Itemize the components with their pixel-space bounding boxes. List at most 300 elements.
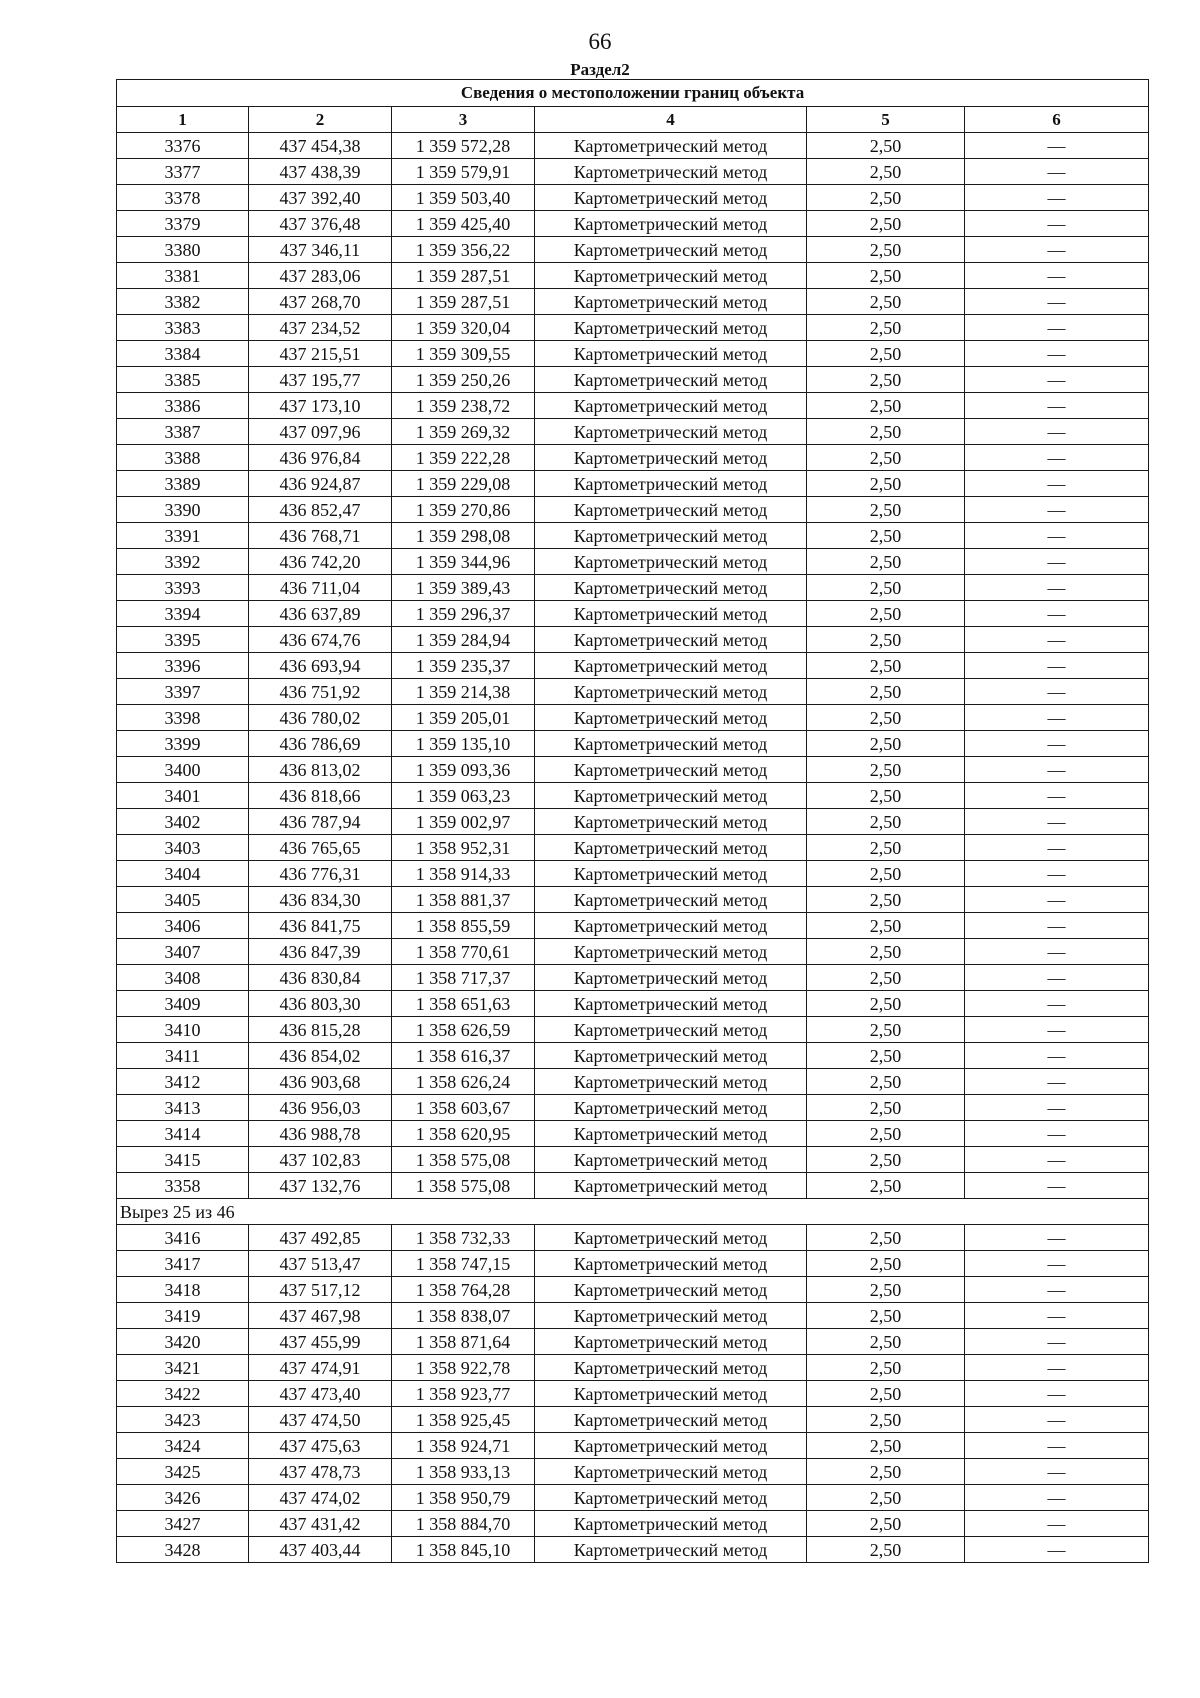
description-cell: —: [965, 1121, 1149, 1147]
table-row: [117, 575, 1149, 601]
method-cell: Картометрический метод: [535, 341, 807, 367]
point-number-cell: 3382: [117, 289, 249, 315]
method-cell: Картометрический метод: [535, 1147, 807, 1173]
description-cell: —: [965, 965, 1149, 991]
point-number-cell: 3377: [117, 159, 249, 185]
x-coordinate-cell: 436 693,94: [249, 653, 392, 679]
point-number-cell: 3397: [117, 679, 249, 705]
table-row: [117, 211, 1149, 237]
point-number-cell: 3385: [117, 367, 249, 393]
table-row: [117, 341, 1149, 367]
x-coordinate-cell: 436 976,84: [249, 445, 392, 471]
description-cell: —: [965, 1433, 1149, 1459]
description-cell: —: [965, 1303, 1149, 1329]
x-coordinate-cell: 437 513,47: [249, 1251, 392, 1277]
y-coordinate-cell: 1 358 952,31: [392, 835, 535, 861]
y-coordinate-cell: 1 359 389,43: [392, 575, 535, 601]
x-coordinate-cell: 436 903,68: [249, 1069, 392, 1095]
y-coordinate-cell: 1 358 747,15: [392, 1251, 535, 1277]
table-row: [117, 653, 1149, 679]
cutout-group-label: Вырез 25 из 46: [117, 1199, 1149, 1225]
method-cell: Картометрический метод: [535, 809, 807, 835]
point-number-cell: 3358: [117, 1173, 249, 1199]
description-cell: —: [965, 1407, 1149, 1433]
method-cell: Картометрический метод: [535, 1277, 807, 1303]
y-coordinate-cell: 1 358 924,71: [392, 1433, 535, 1459]
accuracy-cell: 2,50: [807, 1381, 965, 1407]
y-coordinate-cell: 1 359 238,72: [392, 393, 535, 419]
method-cell: Картометрический метод: [535, 627, 807, 653]
description-cell: —: [965, 601, 1149, 627]
table-row: [117, 783, 1149, 809]
accuracy-cell: 2,50: [807, 757, 965, 783]
x-coordinate-cell: 436 956,03: [249, 1095, 392, 1121]
accuracy-cell: 2,50: [807, 549, 965, 575]
table-row: [117, 1277, 1149, 1303]
y-coordinate-cell: 1 358 764,28: [392, 1277, 535, 1303]
accuracy-cell: 2,50: [807, 471, 965, 497]
column-number-row: [117, 107, 1149, 133]
table-caption: Сведения о местоположении границ объекта: [117, 80, 1149, 107]
y-coordinate-cell: 1 359 222,28: [392, 445, 535, 471]
accuracy-cell: 2,50: [807, 1095, 965, 1121]
y-coordinate-cell: 1 359 296,37: [392, 601, 535, 627]
point-number-cell: 3395: [117, 627, 249, 653]
accuracy-cell: 2,50: [807, 1069, 965, 1095]
x-coordinate-cell: 436 776,31: [249, 861, 392, 887]
table-row: [117, 1433, 1149, 1459]
accuracy-cell: 2,50: [807, 965, 965, 991]
table-row: [117, 1069, 1149, 1095]
x-coordinate-cell: 436 847,39: [249, 939, 392, 965]
table-row: [117, 497, 1149, 523]
description-cell: —: [965, 497, 1149, 523]
method-cell: Картометрический метод: [535, 185, 807, 211]
table-row: [117, 549, 1149, 575]
x-coordinate-cell: 437 475,63: [249, 1433, 392, 1459]
method-cell: Картометрический метод: [535, 1251, 807, 1277]
x-coordinate-cell: 437 474,02: [249, 1485, 392, 1511]
table-row: [117, 1147, 1149, 1173]
table-row: [117, 1381, 1149, 1407]
x-coordinate-cell: 437 097,96: [249, 419, 392, 445]
x-coordinate-cell: 436 834,30: [249, 887, 392, 913]
point-number-cell: 3407: [117, 939, 249, 965]
table-row: [117, 159, 1149, 185]
accuracy-cell: 2,50: [807, 1485, 965, 1511]
method-cell: Картометрический метод: [535, 939, 807, 965]
table-row: [117, 1121, 1149, 1147]
table-row: [117, 809, 1149, 835]
point-number-cell: 3392: [117, 549, 249, 575]
x-coordinate-cell: 436 711,04: [249, 575, 392, 601]
point-number-cell: 3394: [117, 601, 249, 627]
y-coordinate-cell: 1 358 717,37: [392, 965, 535, 991]
method-cell: Картометрический метод: [535, 1381, 807, 1407]
table-row: [117, 471, 1149, 497]
method-cell: Картометрический метод: [535, 367, 807, 393]
table-row: [117, 185, 1149, 211]
point-number-cell: 3393: [117, 575, 249, 601]
point-number-cell: 3389: [117, 471, 249, 497]
table-row: [117, 861, 1149, 887]
table-row: [117, 1407, 1149, 1433]
point-number-cell: 3402: [117, 809, 249, 835]
description-cell: —: [965, 1381, 1149, 1407]
accuracy-cell: 2,50: [807, 601, 965, 627]
accuracy-cell: 2,50: [807, 809, 965, 835]
y-coordinate-cell: 1 358 914,33: [392, 861, 535, 887]
accuracy-cell: 2,50: [807, 315, 965, 341]
y-coordinate-cell: 1 358 626,24: [392, 1069, 535, 1095]
point-number-cell: 3419: [117, 1303, 249, 1329]
description-cell: —: [965, 783, 1149, 809]
method-cell: Картометрический метод: [535, 289, 807, 315]
table-row: [117, 887, 1149, 913]
x-coordinate-cell: 437 474,50: [249, 1407, 392, 1433]
point-number-cell: 3425: [117, 1459, 249, 1485]
description-cell: —: [965, 1485, 1149, 1511]
description-cell: —: [965, 887, 1149, 913]
accuracy-cell: 2,50: [807, 1459, 965, 1485]
x-coordinate-cell: 436 988,78: [249, 1121, 392, 1147]
description-cell: —: [965, 731, 1149, 757]
y-coordinate-cell: 1 358 732,33: [392, 1225, 535, 1251]
point-number-cell: 3418: [117, 1277, 249, 1303]
x-coordinate-cell: 437 195,77: [249, 367, 392, 393]
table-row: [117, 1511, 1149, 1537]
method-cell: Картометрический метод: [535, 1355, 807, 1381]
point-number-cell: 3383: [117, 315, 249, 341]
point-number-cell: 3381: [117, 263, 249, 289]
y-coordinate-cell: 1 359 205,01: [392, 705, 535, 731]
table-row: [117, 679, 1149, 705]
method-cell: Картометрический метод: [535, 757, 807, 783]
y-coordinate-cell: 1 358 884,70: [392, 1511, 535, 1537]
y-coordinate-cell: 1 359 214,38: [392, 679, 535, 705]
table-row: [117, 991, 1149, 1017]
method-cell: Картометрический метод: [535, 601, 807, 627]
table-row: [117, 913, 1149, 939]
method-cell: Картометрический метод: [535, 1537, 807, 1563]
y-coordinate-cell: 1 358 651,63: [392, 991, 535, 1017]
accuracy-cell: 2,50: [807, 861, 965, 887]
page-number: 66: [588, 29, 612, 54]
method-cell: Картометрический метод: [535, 1017, 807, 1043]
table-row: [117, 757, 1149, 783]
description-cell: —: [965, 835, 1149, 861]
accuracy-cell: 2,50: [807, 1537, 965, 1563]
y-coordinate-cell: 1 358 855,59: [392, 913, 535, 939]
description-cell: —: [965, 1355, 1149, 1381]
description-cell: —: [965, 471, 1149, 497]
accuracy-cell: 2,50: [807, 1303, 965, 1329]
table-row: [117, 1303, 1149, 1329]
x-coordinate-cell: 437 431,42: [249, 1511, 392, 1537]
x-coordinate-cell: 437 102,83: [249, 1147, 392, 1173]
description-cell: —: [965, 757, 1149, 783]
point-number-cell: 3376: [117, 133, 249, 159]
x-coordinate-cell: 437 474,91: [249, 1355, 392, 1381]
x-coordinate-cell: 436 924,87: [249, 471, 392, 497]
method-cell: Картометрический метод: [535, 445, 807, 471]
method-cell: Картометрический метод: [535, 1069, 807, 1095]
description-cell: —: [965, 1537, 1149, 1563]
point-number-cell: 3390: [117, 497, 249, 523]
table-row: [117, 1017, 1149, 1043]
method-cell: Картометрический метод: [535, 861, 807, 887]
y-coordinate-cell: 1 359 135,10: [392, 731, 535, 757]
y-coordinate-cell: 1 359 287,51: [392, 263, 535, 289]
x-coordinate-cell: 436 841,75: [249, 913, 392, 939]
point-number-cell: 3412: [117, 1069, 249, 1095]
accuracy-cell: 2,50: [807, 731, 965, 757]
method-cell: Картометрический метод: [535, 783, 807, 809]
y-coordinate-cell: 1 358 620,95: [392, 1121, 535, 1147]
x-coordinate-cell: 437 376,48: [249, 211, 392, 237]
description-cell: —: [965, 1095, 1149, 1121]
description-cell: —: [965, 133, 1149, 159]
x-coordinate-cell: 437 492,85: [249, 1225, 392, 1251]
x-coordinate-cell: 437 283,06: [249, 263, 392, 289]
method-cell: Картометрический метод: [535, 1043, 807, 1069]
table-row: [117, 965, 1149, 991]
method-cell: Картометрический метод: [535, 653, 807, 679]
description-cell: —: [965, 1459, 1149, 1485]
x-coordinate-cell: 436 818,66: [249, 783, 392, 809]
description-cell: —: [965, 1043, 1149, 1069]
table-row: [117, 133, 1149, 159]
method-cell: Картометрический метод: [535, 1329, 807, 1355]
x-coordinate-cell: 436 787,94: [249, 809, 392, 835]
point-number-cell: 3421: [117, 1355, 249, 1381]
y-coordinate-cell: 1 359 269,32: [392, 419, 535, 445]
accuracy-cell: 2,50: [807, 1251, 965, 1277]
accuracy-cell: 2,50: [807, 1329, 965, 1355]
accuracy-cell: 2,50: [807, 1277, 965, 1303]
method-cell: Картометрический метод: [535, 575, 807, 601]
point-number-cell: 3420: [117, 1329, 249, 1355]
description-cell: —: [965, 237, 1149, 263]
y-coordinate-cell: 1 359 270,86: [392, 497, 535, 523]
x-coordinate-cell: 437 455,99: [249, 1329, 392, 1355]
description-cell: —: [965, 367, 1149, 393]
point-number-cell: 3414: [117, 1121, 249, 1147]
table-caption-row: [117, 80, 1149, 107]
x-coordinate-cell: 437 346,11: [249, 237, 392, 263]
accuracy-cell: 2,50: [807, 1225, 965, 1251]
method-cell: Картометрический метод: [535, 1485, 807, 1511]
method-cell: Картометрический метод: [535, 549, 807, 575]
column-header: 5: [807, 107, 965, 133]
accuracy-cell: 2,50: [807, 575, 965, 601]
description-cell: —: [965, 575, 1149, 601]
method-cell: Картометрический метод: [535, 1173, 807, 1199]
point-number-cell: 3428: [117, 1537, 249, 1563]
accuracy-cell: 2,50: [807, 991, 965, 1017]
accuracy-cell: 2,50: [807, 263, 965, 289]
point-number-cell: 3378: [117, 185, 249, 211]
table-row: [117, 1485, 1149, 1511]
method-cell: Картометрический метод: [535, 211, 807, 237]
method-cell: Картометрический метод: [535, 835, 807, 861]
point-number-cell: 3403: [117, 835, 249, 861]
point-number-cell: 3406: [117, 913, 249, 939]
description-cell: —: [965, 341, 1149, 367]
point-number-cell: 3384: [117, 341, 249, 367]
column-header: 1: [117, 107, 249, 133]
x-coordinate-cell: 436 813,02: [249, 757, 392, 783]
y-coordinate-cell: 1 359 356,22: [392, 237, 535, 263]
y-coordinate-cell: 1 359 309,55: [392, 341, 535, 367]
point-number-cell: 3409: [117, 991, 249, 1017]
method-cell: Картометрический метод: [535, 887, 807, 913]
method-cell: Картометрический метод: [535, 1511, 807, 1537]
y-coordinate-cell: 1 358 922,78: [392, 1355, 535, 1381]
point-number-cell: 3405: [117, 887, 249, 913]
y-coordinate-cell: 1 359 344,96: [392, 549, 535, 575]
description-cell: —: [965, 549, 1149, 575]
y-coordinate-cell: 1 359 250,26: [392, 367, 535, 393]
x-coordinate-cell: 436 854,02: [249, 1043, 392, 1069]
x-coordinate-cell: 436 852,47: [249, 497, 392, 523]
point-number-cell: 3417: [117, 1251, 249, 1277]
table-row: [117, 1355, 1149, 1381]
point-number-cell: 3396: [117, 653, 249, 679]
y-coordinate-cell: 1 358 575,08: [392, 1147, 535, 1173]
description-cell: —: [965, 315, 1149, 341]
accuracy-cell: 2,50: [807, 393, 965, 419]
y-coordinate-cell: 1 359 235,37: [392, 653, 535, 679]
table-row: [117, 237, 1149, 263]
description-cell: —: [965, 419, 1149, 445]
accuracy-cell: 2,50: [807, 185, 965, 211]
y-coordinate-cell: 1 358 616,37: [392, 1043, 535, 1069]
table-row: [117, 1225, 1149, 1251]
y-coordinate-cell: 1 358 923,77: [392, 1381, 535, 1407]
accuracy-cell: 2,50: [807, 1407, 965, 1433]
accuracy-cell: 2,50: [807, 679, 965, 705]
accuracy-cell: 2,50: [807, 523, 965, 549]
y-coordinate-cell: 1 359 320,04: [392, 315, 535, 341]
description-cell: —: [965, 1225, 1149, 1251]
y-coordinate-cell: 1 358 845,10: [392, 1537, 535, 1563]
y-coordinate-cell: 1 359 298,08: [392, 523, 535, 549]
description-cell: —: [965, 1329, 1149, 1355]
description-cell: —: [965, 445, 1149, 471]
table-body: [117, 133, 1149, 1563]
x-coordinate-cell: 437 132,76: [249, 1173, 392, 1199]
accuracy-cell: 2,50: [807, 887, 965, 913]
table-row: [117, 1537, 1149, 1563]
boundary-coordinates-table: [116, 79, 1149, 1563]
description-cell: —: [965, 653, 1149, 679]
x-coordinate-cell: 437 392,40: [249, 185, 392, 211]
y-coordinate-cell: 1 358 881,37: [392, 887, 535, 913]
y-coordinate-cell: 1 359 002,97: [392, 809, 535, 835]
point-number-cell: 3387: [117, 419, 249, 445]
method-cell: Картометрический метод: [535, 1303, 807, 1329]
y-coordinate-cell: 1 358 603,67: [392, 1095, 535, 1121]
accuracy-cell: 2,50: [807, 289, 965, 315]
accuracy-cell: 2,50: [807, 1147, 965, 1173]
table-row: [117, 939, 1149, 965]
column-header: 2: [249, 107, 392, 133]
accuracy-cell: 2,50: [807, 1121, 965, 1147]
x-coordinate-cell: 437 215,51: [249, 341, 392, 367]
point-number-cell: 3422: [117, 1381, 249, 1407]
accuracy-cell: 2,50: [807, 627, 965, 653]
table-row: [117, 705, 1149, 731]
method-cell: Картометрический метод: [535, 471, 807, 497]
description-cell: —: [965, 263, 1149, 289]
y-coordinate-cell: 1 358 626,59: [392, 1017, 535, 1043]
method-cell: Картометрический метод: [535, 705, 807, 731]
accuracy-cell: 2,50: [807, 1043, 965, 1069]
point-number-cell: 3399: [117, 731, 249, 757]
method-cell: Картометрический метод: [535, 497, 807, 523]
table-row: [117, 289, 1149, 315]
table-row: [117, 835, 1149, 861]
accuracy-cell: 2,50: [807, 1173, 965, 1199]
method-cell: Картометрический метод: [535, 263, 807, 289]
y-coordinate-cell: 1 359 063,23: [392, 783, 535, 809]
point-number-cell: 3408: [117, 965, 249, 991]
x-coordinate-cell: 436 674,76: [249, 627, 392, 653]
method-cell: Картометрический метод: [535, 523, 807, 549]
accuracy-cell: 2,50: [807, 835, 965, 861]
x-coordinate-cell: 436 768,71: [249, 523, 392, 549]
x-coordinate-cell: 437 234,52: [249, 315, 392, 341]
table-row: [117, 601, 1149, 627]
description-cell: —: [965, 159, 1149, 185]
accuracy-cell: 2,50: [807, 913, 965, 939]
description-cell: —: [965, 185, 1149, 211]
accuracy-cell: 2,50: [807, 341, 965, 367]
accuracy-cell: 2,50: [807, 445, 965, 471]
x-coordinate-cell: 437 473,40: [249, 1381, 392, 1407]
description-cell: —: [965, 913, 1149, 939]
point-number-cell: 3410: [117, 1017, 249, 1043]
x-coordinate-cell: 436 751,92: [249, 679, 392, 705]
description-cell: —: [965, 861, 1149, 887]
description-cell: —: [965, 991, 1149, 1017]
method-cell: Картометрический метод: [535, 991, 807, 1017]
table-row: [117, 1173, 1149, 1199]
point-number-cell: 3398: [117, 705, 249, 731]
method-cell: Картометрический метод: [535, 133, 807, 159]
method-cell: Картометрический метод: [535, 965, 807, 991]
table-row: [117, 393, 1149, 419]
y-coordinate-cell: 1 359 503,40: [392, 185, 535, 211]
description-cell: —: [965, 393, 1149, 419]
table-row: [117, 1251, 1149, 1277]
x-coordinate-cell: 437 478,73: [249, 1459, 392, 1485]
table-row: [117, 731, 1149, 757]
accuracy-cell: 2,50: [807, 1017, 965, 1043]
x-coordinate-cell: 436 780,02: [249, 705, 392, 731]
accuracy-cell: 2,50: [807, 705, 965, 731]
method-cell: Картометрический метод: [535, 1225, 807, 1251]
accuracy-cell: 2,50: [807, 783, 965, 809]
point-number-cell: 3413: [117, 1095, 249, 1121]
table-row: [117, 263, 1149, 289]
y-coordinate-cell: 1 358 871,64: [392, 1329, 535, 1355]
y-coordinate-cell: 1 358 925,45: [392, 1407, 535, 1433]
description-cell: —: [965, 1069, 1149, 1095]
point-number-cell: 3404: [117, 861, 249, 887]
y-coordinate-cell: 1 359 284,94: [392, 627, 535, 653]
